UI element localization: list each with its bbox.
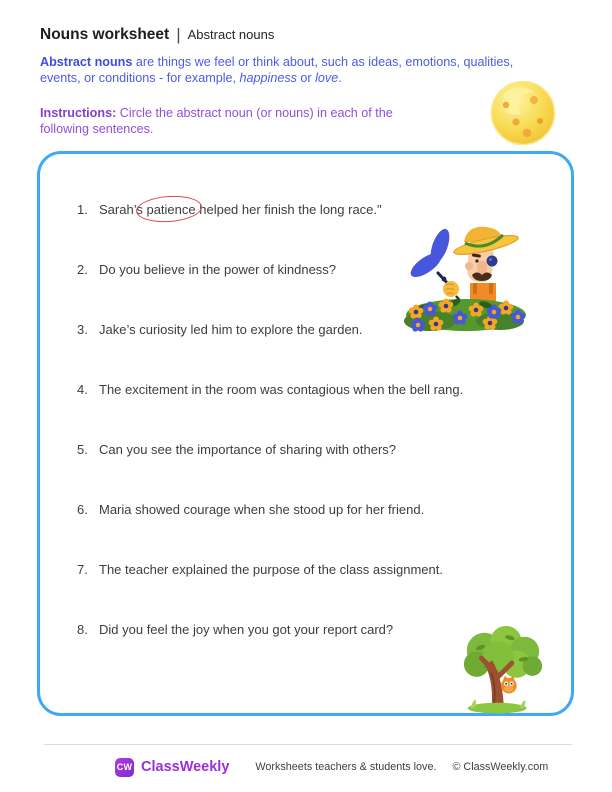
page-title xyxy=(40,25,274,45)
sentence-fragment: The excitement in the room was contagious when the bell rang. xyxy=(99,382,464,397)
sentence-row xyxy=(77,441,539,501)
intro-example-happiness: happiness xyxy=(239,70,297,85)
tree-with-owl-illustration xyxy=(454,624,552,714)
title-separator: | xyxy=(176,25,181,44)
sentence-number: 3. xyxy=(77,322,88,337)
sentence-number: 1. xyxy=(77,202,88,217)
intro-period: . xyxy=(338,70,342,85)
instructions xyxy=(40,106,425,137)
sentence-text xyxy=(99,441,396,459)
sentence-text xyxy=(99,321,363,339)
sentence-number: 7. xyxy=(77,562,88,577)
sentence-number: 6. xyxy=(77,502,88,517)
footer-copyright: © ClassWeekly.com xyxy=(452,761,549,773)
sentence-text xyxy=(99,561,443,579)
sentence-fragment: helped her finish the long race." xyxy=(195,202,382,217)
intro-paragraph xyxy=(40,55,520,86)
sentence-row xyxy=(77,561,539,621)
sentence-fragment: Do you believe in the power of kindness? xyxy=(99,262,337,277)
sentence-fragment: Did you feel the joy when you got your report card? xyxy=(99,622,394,637)
sentence-text xyxy=(99,261,336,279)
sentence-row xyxy=(77,501,539,561)
sentence-number: 2. xyxy=(77,262,88,277)
sentence-text xyxy=(99,501,424,519)
sentence-fragment: Jake’s curiosity led him to explore the garden. xyxy=(99,322,363,337)
intro-example-love: love xyxy=(315,70,339,85)
sentence-fragment: The teacher explained the purpose of the class assignment. xyxy=(99,562,443,577)
sentence-row xyxy=(77,381,539,441)
moon-illustration xyxy=(489,79,557,147)
instructions-text: Circle the abstract noun (or nouns) in each of the following sentences. xyxy=(40,106,393,136)
sentence-fragment: Can you see the importance of sharing with others? xyxy=(99,442,397,457)
footer-tagline: Worksheets teachers & students love. xyxy=(255,761,437,773)
instructions-label: Instructions: xyxy=(40,106,117,120)
footer-divider xyxy=(44,744,572,745)
intro-body: are things we feel or think about, such as ideas, emotions, qualities, events, or conditions - for example, xyxy=(40,55,514,85)
circled-word: patience xyxy=(146,202,195,217)
sentence-number: 5. xyxy=(77,442,88,457)
intro-lead: Abstract nouns xyxy=(40,55,133,69)
sentence-fragment: Sarah’s xyxy=(99,202,147,217)
gardener-with-shears-illustration xyxy=(402,213,530,335)
sentence-text xyxy=(99,621,393,639)
sentence-fragment: Maria showed courage when she stood up for her friend. xyxy=(99,502,425,517)
title-main: Nouns worksheet xyxy=(40,26,170,43)
title-subtitle: Abstract nouns xyxy=(187,27,275,42)
brand-name: ClassWeekly xyxy=(141,759,230,775)
intro-or: or xyxy=(296,70,316,85)
sentence-text xyxy=(99,381,463,399)
classweekly-logo-icon: CW xyxy=(115,758,134,777)
footer xyxy=(115,752,548,782)
sentence-text xyxy=(99,201,382,219)
sentence-number: 8. xyxy=(77,622,88,637)
sentence-number: 4. xyxy=(77,382,88,397)
